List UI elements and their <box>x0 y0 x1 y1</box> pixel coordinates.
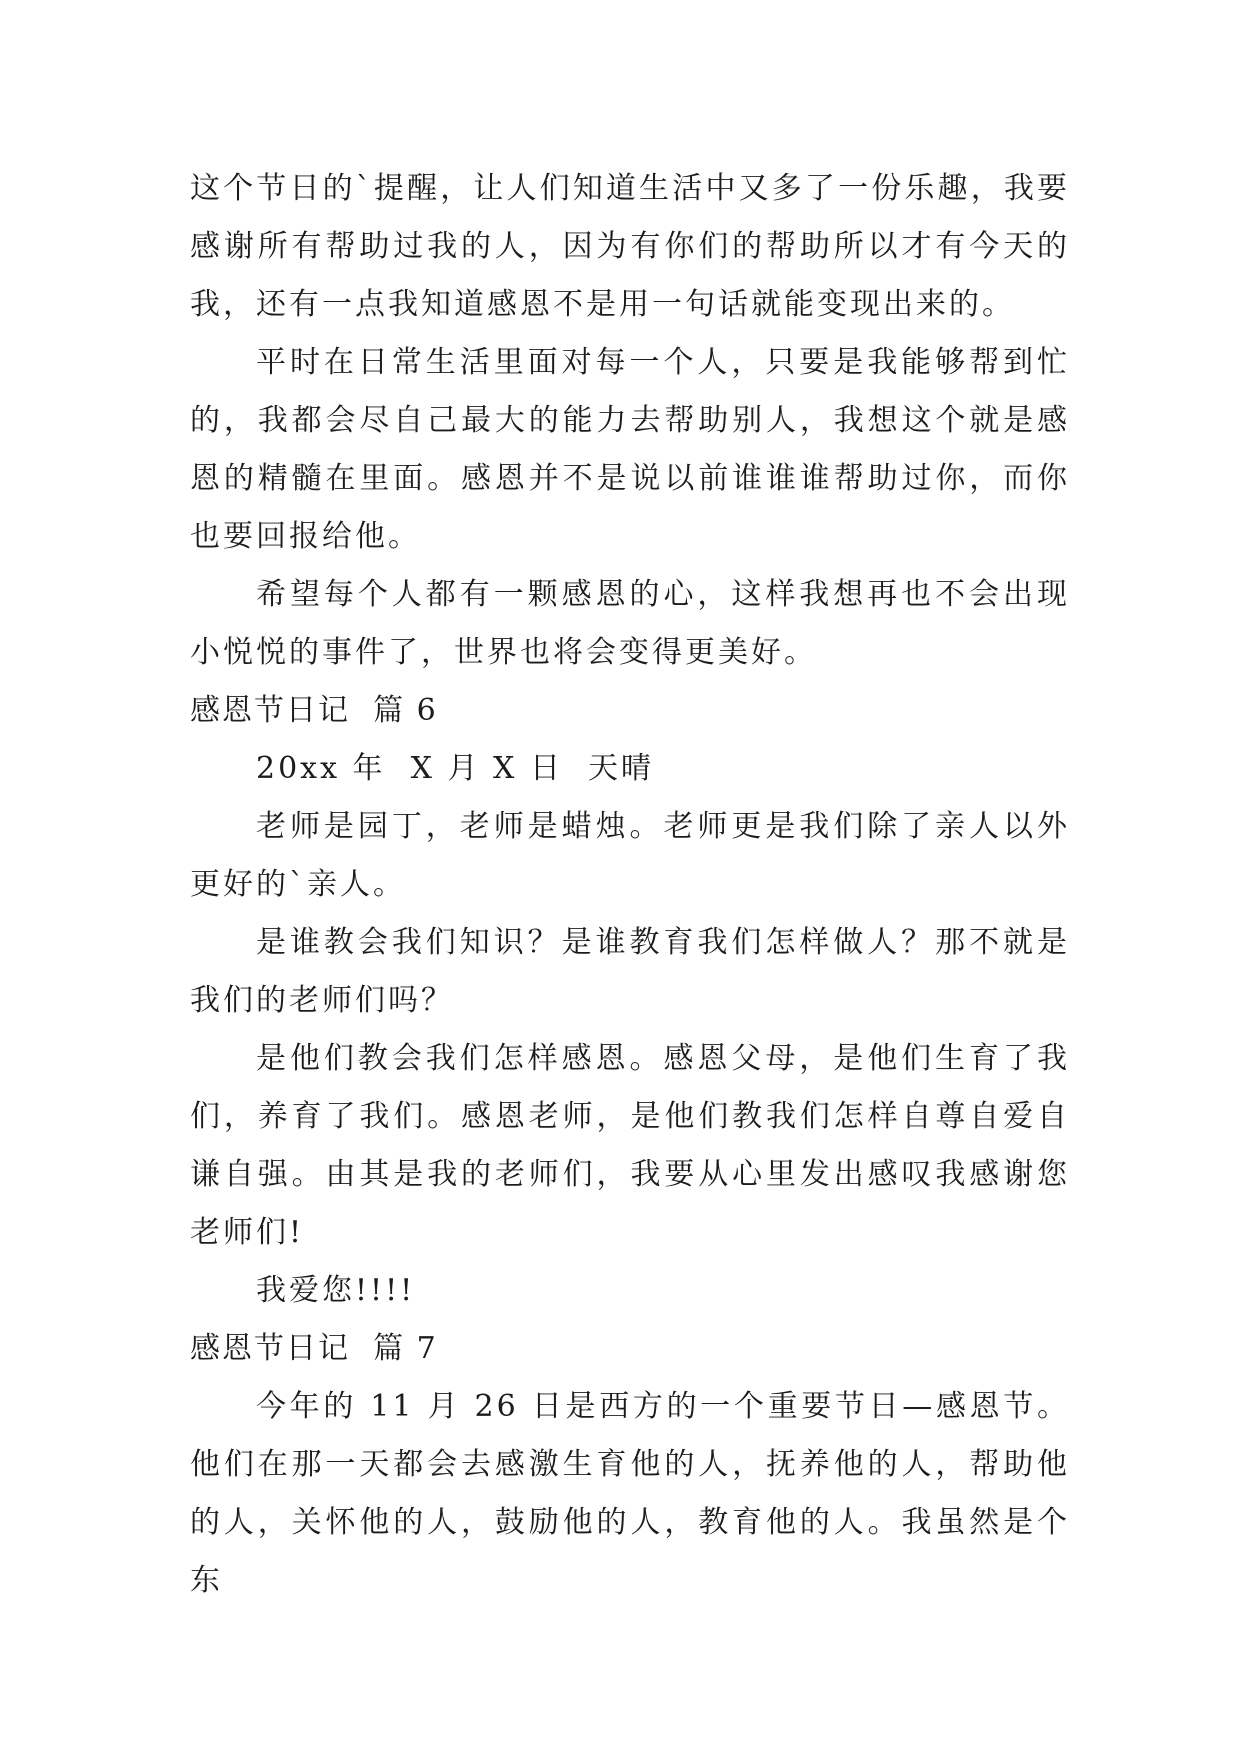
paragraph-5: 是谁教会我们知识？是谁教育我们怎样做人？那不就是我们的老师们吗？ <box>190 925 1070 1018</box>
paragraph-7: 我爱您!!!! <box>256 1273 416 1308</box>
paragraph-1: 这个节日的`提醒，让人们知道生活中又多了一份乐趣，我要感谢所有帮助过我的人，因为有你们的帮助所以才有今天的我，还有一点我知道感恩不是用一句话就能变现出来的。 <box>190 171 1070 322</box>
paragraph-4: 老师是园丁，老师是蜡烛。老师更是我们除了亲人以外更好的`亲人。 <box>190 809 1070 902</box>
paragraph-8: 今年的 11 月 26 日是西方的一个重要节日—感恩节。他们在那一天都会去感激生育他的人，抚养他的人，帮助他的人，关怀他的人，鼓励他的人，教育他的人。我虽然是个东 <box>190 1389 1070 1598</box>
document-body <box>190 160 1070 1610</box>
paragraph-3: 希望每个人都有一颗感恩的心，这样我想再也不会出现小悦悦的事件了，世界也将会变得更美好。 <box>190 577 1070 670</box>
paragraph-2: 平时在日常生活里面对每一个人，只要是我能够帮到忙的，我都会尽自己最大的能力去帮助别人，我想这个就是感恩的精髓在里面。感恩并不是说以前谁谁谁帮助过你，而你也要回报给他。 <box>190 345 1070 554</box>
paragraph-6: 是他们教会我们怎样感恩。感恩父母，是他们生育了我们，养育了我们。感恩老师，是他们教我们怎样自尊自爱自谦自强。由其是我的老师们，我要从心里发出感叹我感谢您老师们! <box>190 1041 1070 1250</box>
section-heading-7: 感恩节日记 篇 7 <box>190 1331 438 1366</box>
section-heading-6: 感恩节日记 篇 6 <box>190 693 438 728</box>
diary-date-line: 20xx 年 X 月 X 日 天晴 <box>256 751 655 786</box>
